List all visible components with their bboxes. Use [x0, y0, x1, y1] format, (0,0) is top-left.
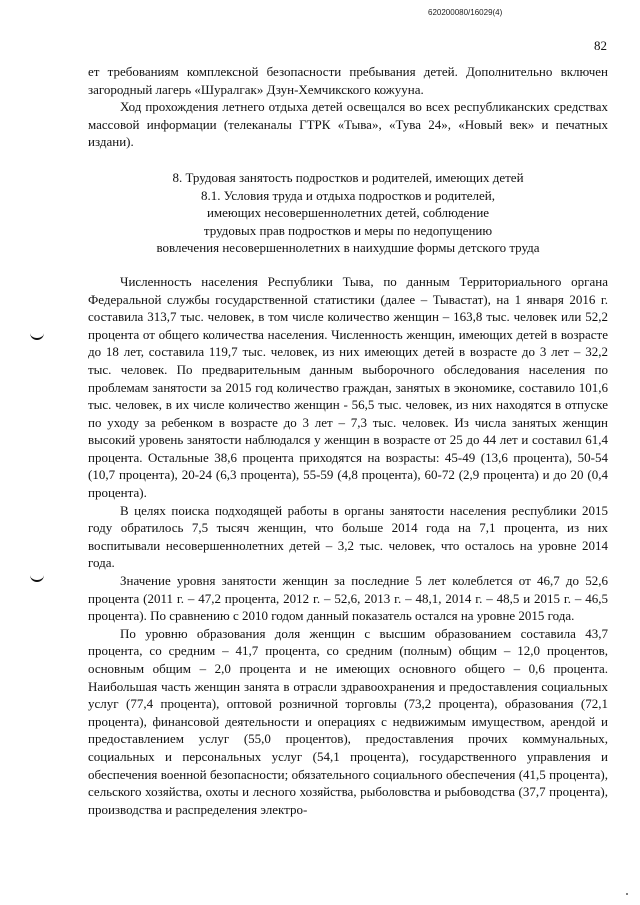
page-number: 82	[594, 38, 607, 53]
section-heading	[88, 169, 608, 257]
paragraph-education: По уровню образования доля женщин с высшим образованием составила 43,7 процента, со средним – 41,7 процента, со средним (полным) общим – 12,0 процентов, основным общим – 2,0 процента и не имеющих основного общего – 0,6 процента. Наибольшая часть женщин занята в отрасли здравоохранения и предоставления социальных услуг (77,4 процента), оптовой розничной торговлы (73,2 процента), образования (72,1 процента), финансовой деятельности и операциях с недвижимым имуществом, арендой и предоставлением услуг (55,0 процентов), предоставления прочих коммунальных, социальных и персональных услуг (54,1 процента), государственного управления и обеспечения военной безопасности; обязательного социального обеспечения (41,5 процента), сельского хозяйства, охоты и лесного хозяйства, рыболовства и рыбоводства (37,7 процента), производства и распределения электро-	[88, 625, 608, 817]
paragraph-population: Численность населения Республики Тыва, по данным Территориального органа Федеральной службы государственной статистики (далее – Тывастат), на 1 января 2016 г. составила 313,7 тыс. человек, в том числе количество женщин – 163,8 тыс. человек или 52,2 процента от общего количества населения. Численность женщин, имеющих детей в возрасте до 18 лет, составила 119,7 тыс. человек, из них имеющих детей в возрасте до 3 лет – 32,2 тыс. человек. По предварительным данным выборочного обследования населения по проблемам занятости за 2015 год количество граждан, занятых в экономике, составило 101,6 тыс. человек, в их числе количество женщин - 56,5 тыс. человек, из них находятся в отпуске по уходу за ребенком в возрасте до 3 лет – 7,3 тыс. человек. Из числа занятых женщин высокий уровень занятости наблюдался у женщин в возрасте от 25 до 44 лет и составил 61,4 процента. Остальные 38,6 процента приходятся на возрасты: 45-49 (13,6 процента), 50-54 (10,7 процента), 20-24 (6,3 процента), 55-59 (4,8 процента), 60-72 (2,9 процента) и до 20 (0,4 процента).	[88, 273, 608, 501]
scan-artifact	[626, 893, 628, 895]
document-id: 620200080/16029(4)	[428, 8, 503, 17]
heading-line-2: 8.1. Условия труда и отдыха подростков и родителей,	[200, 187, 496, 203]
document-body	[88, 63, 608, 818]
heading-line-5: вовлечения несовершеннолетних в наихудшие формы детского труда	[156, 240, 540, 256]
margin-mark-2	[30, 572, 44, 582]
paragraph-media: Ход прохождения летнего отдыха детей освещался во всех республиканских средствах массовой информации (телеканалы ГТРК «Тыва», «Тува 24», «Новый век» и печатных издани).	[88, 99, 608, 150]
heading-line-3: имеющих несовершеннолетних детей, соблюдение	[206, 205, 490, 221]
paragraph-employment-rate: Значение уровня занятости женщин за последние 5 лет колеблется от 46,7 до 52,6 процента (2011 г. – 47,2 процента, 2012 г. – 52,6, 2013 г. – 48,1, 2014 г. – 48,5 и 2015 г. – 46,5 процента). По сравнению с 2010 годом данный показатель остался на уровне 2015 года.	[88, 573, 608, 624]
paragraph-job-search: В целях поиска подходящей работы в органы занятости населения республики 2015 году обратилось 7,5 тысяч женщин, что больше 2014 года на 7,1 процента, из них воспитывали несовершеннолетних детей – 3,2 тыс. человек, что осталось на уровне 2014 года.	[88, 502, 608, 571]
heading-line-4: трудовых прав подростков и меры по недопущению	[203, 222, 493, 238]
margin-mark-1	[30, 330, 44, 340]
paragraph-continued: ет требованиям комплексной безопасности пребывания детей. Дополнительно включен загородный лагерь «Шуралгак» Дзун-Хемчикского кожууна.	[88, 64, 608, 97]
heading-line-1: 8. Трудовая занятость подростков и родителей, имеющих детей	[172, 169, 524, 185]
